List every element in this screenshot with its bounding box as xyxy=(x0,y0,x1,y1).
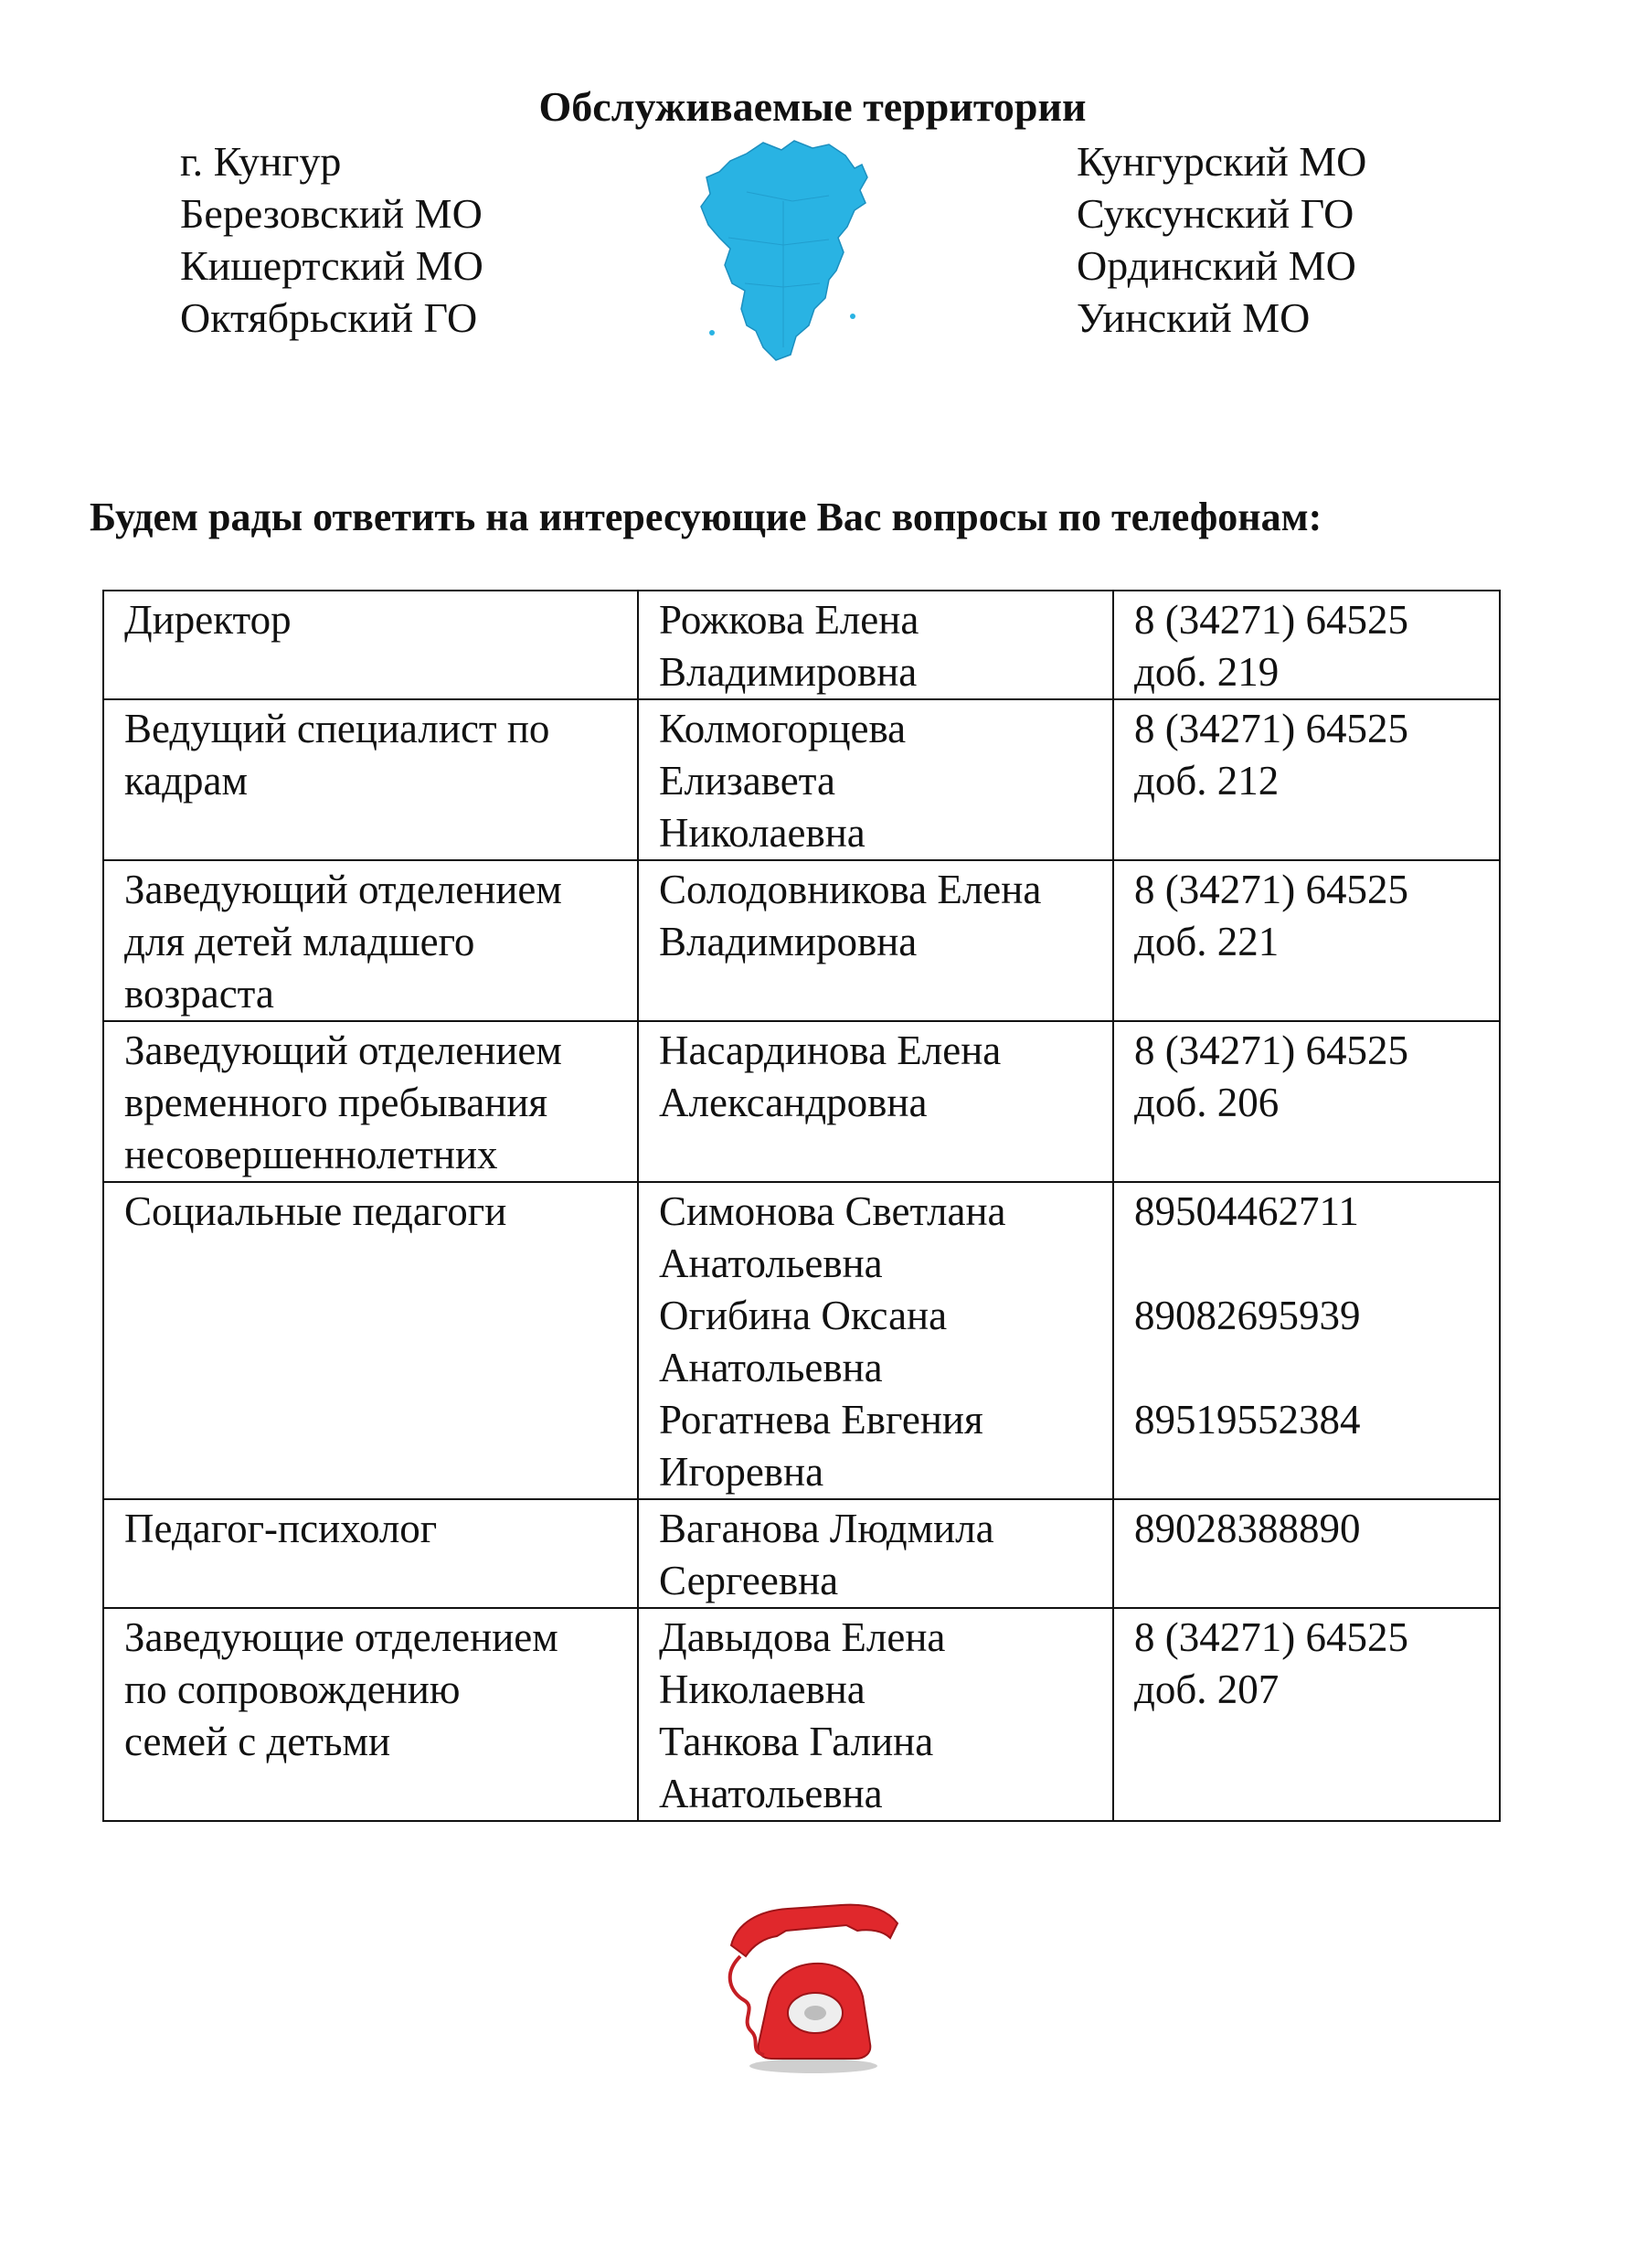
contact-name-line: Игоревна xyxy=(659,1449,824,1495)
contact-role-line: семей с детьми xyxy=(124,1719,391,1764)
contact-phone-line: 89504462711 xyxy=(1134,1188,1359,1234)
contact-phone-line xyxy=(1134,1342,1499,1394)
territories-left-list xyxy=(180,135,483,344)
contact-role-line: несовершеннолетних xyxy=(124,1132,498,1177)
contact-role-line: Директор xyxy=(124,597,292,643)
contact-phone-cell xyxy=(1113,1499,1500,1608)
contact-role-line: по сопровождению xyxy=(124,1666,461,1712)
contact-role-line: Педагог-психолог xyxy=(124,1506,438,1551)
contact-name-line: Владимировна xyxy=(659,649,918,695)
page-title: Обслуживаемые территории xyxy=(538,83,1087,130)
contact-name-line: Танкова Галина xyxy=(659,1719,934,1764)
contact-phone-line: 89082695939 xyxy=(1134,1293,1361,1338)
contact-row xyxy=(103,1182,1500,1499)
contact-name-line: Анатольевна xyxy=(659,1771,883,1816)
contact-name-cell xyxy=(638,1021,1113,1182)
contact-row xyxy=(103,1021,1500,1182)
contact-row xyxy=(103,591,1500,699)
contact-role-line: Заведующий отделением xyxy=(124,1028,562,1073)
contact-row xyxy=(103,699,1500,860)
territory-item: Кунгурский МО xyxy=(1077,138,1367,185)
contact-phone-cell xyxy=(1113,699,1500,860)
contact-name-cell xyxy=(638,860,1113,1021)
contact-name-line: Николаевна xyxy=(659,810,866,856)
territory-item: Суксунский ГО xyxy=(1077,190,1354,237)
contact-role-line: Заведующий отделением xyxy=(124,867,562,912)
contact-role-cell xyxy=(103,1499,638,1608)
contact-name-line: Ваганова Людмила xyxy=(659,1506,994,1551)
contact-role-cell xyxy=(103,591,638,699)
contact-name-line: Рожкова Елена xyxy=(659,597,919,643)
contact-role-line: Ведущий специалист по xyxy=(124,706,550,751)
contact-name-line: Сергеевна xyxy=(659,1558,839,1603)
contacts-table xyxy=(102,590,1501,1822)
territories-right-list xyxy=(1077,135,1366,344)
territory-item: г. Кунгур xyxy=(180,138,342,185)
contact-role-cell xyxy=(103,1182,638,1499)
contact-phone-line: 8 (34271) 64525 xyxy=(1134,1028,1408,1073)
contact-row xyxy=(103,1608,1500,1821)
contact-name-line: Огибина Оксана xyxy=(659,1293,948,1338)
contact-name-line: Александровна xyxy=(659,1080,928,1125)
contact-name-line: Анатольевна xyxy=(659,1345,883,1390)
contact-name-cell xyxy=(638,1608,1113,1821)
contact-name-line: Колмогорцева xyxy=(659,706,907,751)
contact-name-line: Давыдова Елена xyxy=(659,1614,946,1660)
territory-item: Октябрьский ГО xyxy=(180,294,478,341)
contact-phone-line: доб. 206 xyxy=(1134,1080,1280,1125)
contact-name-cell xyxy=(638,1499,1113,1608)
contact-phone-line: доб. 207 xyxy=(1134,1666,1280,1712)
contact-phone-line: доб. 219 xyxy=(1134,649,1280,695)
territory-item: Ординский МО xyxy=(1077,242,1356,289)
contact-name-line: Рогатнева Евгения xyxy=(659,1397,983,1443)
contact-role-cell xyxy=(103,699,638,860)
territory-item: Березовский МО xyxy=(180,190,483,237)
contact-name-line: Насардинова Елена xyxy=(659,1028,1002,1073)
contact-phone-line xyxy=(1134,1238,1499,1290)
contact-role-line: возраста xyxy=(124,971,274,1017)
contacts-subheading: Будем рады ответить на интересующие Вас вопросы по телефонам: xyxy=(90,495,1322,539)
territory-item: Кишертский МО xyxy=(180,242,483,289)
contact-phone-line: 89519552384 xyxy=(1134,1397,1361,1443)
contact-name-line: Симонова Светлана xyxy=(659,1188,1006,1234)
contact-row xyxy=(103,1499,1500,1608)
contact-name-cell xyxy=(638,1182,1113,1499)
contact-phone-line: 89028388890 xyxy=(1134,1506,1361,1551)
contact-role-line: временного пребывания xyxy=(124,1080,548,1125)
contact-phone-cell xyxy=(1113,591,1500,699)
contact-name-cell xyxy=(638,699,1113,860)
territory-item: Уинский МО xyxy=(1077,294,1311,341)
contact-role-line: Заведующие отделением xyxy=(124,1614,558,1660)
contact-phone-cell xyxy=(1113,1021,1500,1182)
contact-name-line: Николаевна xyxy=(659,1666,866,1712)
contact-name-line: Владимировна xyxy=(659,919,918,964)
contact-role-cell xyxy=(103,860,638,1021)
contact-phone-line: доб. 212 xyxy=(1134,758,1280,804)
contact-role-cell xyxy=(103,1608,638,1821)
contact-phone-line: 8 (34271) 64525 xyxy=(1134,706,1408,751)
contact-role-cell xyxy=(103,1021,638,1182)
contact-row xyxy=(103,860,1500,1021)
contact-name-cell xyxy=(638,591,1113,699)
contact-name-line: Солодовникова Елена xyxy=(659,867,1042,912)
contact-phone-line: 8 (34271) 64525 xyxy=(1134,867,1408,912)
contact-phone-cell xyxy=(1113,1608,1500,1821)
contact-role-line: Социальные педагоги xyxy=(124,1188,507,1234)
contact-phone-line: 8 (34271) 64525 xyxy=(1134,597,1408,643)
contact-phone-line: доб. 221 xyxy=(1134,919,1280,964)
contact-name-line: Анатольевна xyxy=(659,1240,883,1286)
contact-name-line: Елизавета xyxy=(659,758,835,804)
contact-phone-line: 8 (34271) 64525 xyxy=(1134,1614,1408,1660)
contact-phone-cell xyxy=(1113,1182,1500,1499)
contact-phone-cell xyxy=(1113,860,1500,1021)
red-rotary-telephone-icon xyxy=(704,1883,923,2084)
region-map-icon xyxy=(692,137,879,375)
contact-role-line: для детей младшего xyxy=(124,919,475,964)
contact-role-line: кадрам xyxy=(124,758,248,804)
